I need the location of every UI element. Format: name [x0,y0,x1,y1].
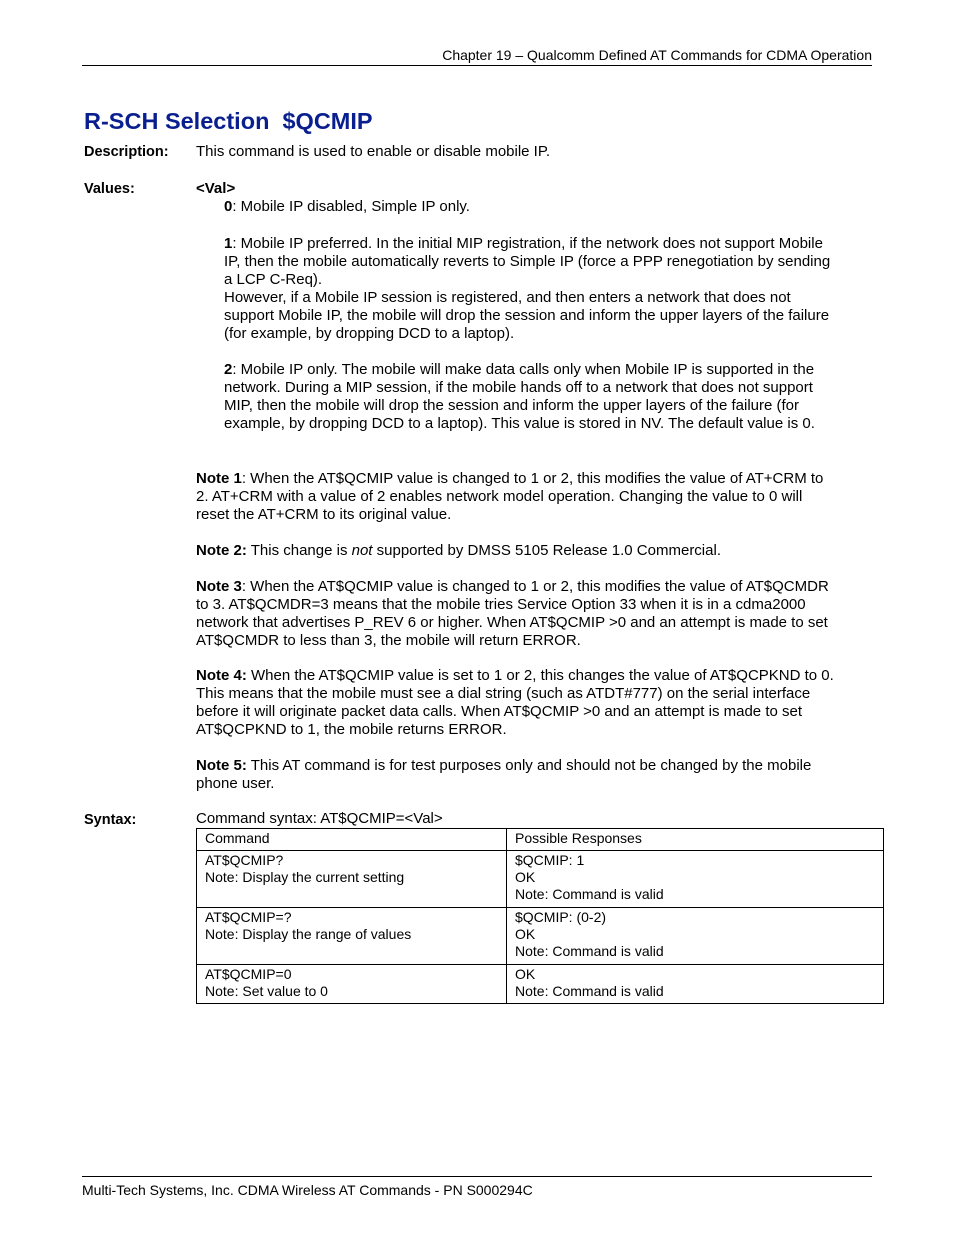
command-text: AT$QCMIP=0 [205,966,292,982]
note-1-text: : When the AT$QCMIP value is changed to 1 or 2, this modifies the value of AT+CRM to 2. AT+CRM with a value of 2 enables network model operation. Changing the value to 0 will reset the AT+CRM to its original value. [196,470,824,523]
response-line: $QCMIP: 1 [515,852,585,868]
note-5-text: This AT command is for test purposes only and should not be changed by the mobile phone user. [196,757,812,792]
note-2-label: Note 2: [196,542,247,559]
value-0-key: 0 [224,198,233,215]
value-2-key: 2 [224,361,233,378]
value-2-text: : Mobile IP only. The mobile will make data calls only when Mobile IP is supported in the network. During a MIP session, if the mobile hands off to a network that does not support MIP, then the mobile will drop the session and inform the upper layers of the failure (for example, by dropping DCD to a laptop). This value is stored in NV. The default value is 0. [224,361,815,432]
values-label: Values: [84,181,135,197]
value-1-key: 1 [224,235,233,252]
val-tag: <Val> [196,180,236,197]
value-0 [224,198,844,216]
note-4 [196,667,836,739]
note-1 [196,470,824,524]
response-line: $QCMIP: (0-2) [515,909,607,925]
note-1-label: Note 1 [196,470,242,487]
command-note: Note: Display the range of values [205,926,412,942]
description-label: Description: [84,144,169,160]
note-3-label: Note 3 [196,578,242,595]
response-line: Note: Command is valid [515,943,664,959]
response-cell [507,908,884,965]
command-note: Note: Set value to 0 [205,983,328,999]
header-responses: Possible Responses [507,829,884,851]
note-2-em: not [351,542,373,559]
table-row [197,965,884,1004]
response-line: Note: Command is valid [515,983,664,999]
command-table [196,828,884,1004]
value-1-text: : Mobile IP preferred. In the initial MIP registration, if the network does not support Mobile IP, then the mobile automatically reverts to Simple IP (force a PPP renegotiation by sending a LCP C-Req). [224,235,831,288]
response-cell [507,851,884,908]
syntax-text: Command syntax: AT$QCMIP=<Val> [196,810,443,827]
table-header-row [197,829,884,851]
note-3 [196,578,844,650]
response-cell [507,965,884,1004]
note-2-post: supported by DMSS 5105 Release 1.0 Commercial. [372,542,721,559]
value-2 [224,361,824,433]
command-cell [197,851,507,908]
note-5-label: Note 5: [196,757,247,774]
note-2 [196,542,836,560]
note-4-text: When the AT$QCMIP value is set to 1 or 2, this changes the value of AT$QCPKND to 0. This means that the mobile must see a dial string (such as ATDT#777) on the serial interface before it will originate packet data calls. When AT$QCMIP >0 and an attempt is made to set AT$QCPKND to 1, the mobile returns ERROR. [196,667,834,738]
note-3-text: : When the AT$QCMIP value is changed to 1 or 2, this modifies the value of AT$QCMDR to 3. AT$QCMDR=3 means that the mobile tries Service Option 33 when it is in a cdma2000 network that advertises P_REV 6 or higher. When AT$QCMIP >0 and an attempt is made to set AT$QCMDR to less than 3, the mobile will return ERROR. [196,578,829,649]
response-line: OK [515,869,536,885]
page-footer: Multi-Tech Systems, Inc. CDMA Wireless AT Commands - PN S000294C [82,1176,872,1198]
note-4-label: Note 4: [196,667,247,684]
command-note: Note: Display the current setting [205,869,405,885]
command-cell [197,965,507,1004]
value-1-text2: However, if a Mobile IP session is registered, and then enters a network that does not support Mobile IP, the mobile will drop the session and inform the upper layers of the failure (for example, by dropping DCD to a laptop). [224,289,830,342]
value-0-text: : Mobile IP disabled, Simple IP only. [232,198,470,215]
response-line: Note: Command is valid [515,886,664,902]
note-2-pre: This change is [246,542,352,559]
response-line: OK [515,926,536,942]
command-cell [197,908,507,965]
command-text: AT$QCMIP? [205,852,284,868]
response-line: OK [515,966,536,982]
section-title: R-SCH Selection $QCMIP [84,108,373,134]
note-5 [196,757,816,793]
description-text: This command is used to enable or disable mobile IP. [196,143,551,160]
page-header: Chapter 19 – Qualcomm Defined AT Commands for CDMA Operation [82,47,872,66]
table-row [197,908,884,965]
value-1 [224,235,836,343]
syntax-label: Syntax: [84,812,137,828]
header-command: Command [197,829,507,851]
table-row [197,851,884,908]
command-text: AT$QCMIP=? [205,909,292,925]
